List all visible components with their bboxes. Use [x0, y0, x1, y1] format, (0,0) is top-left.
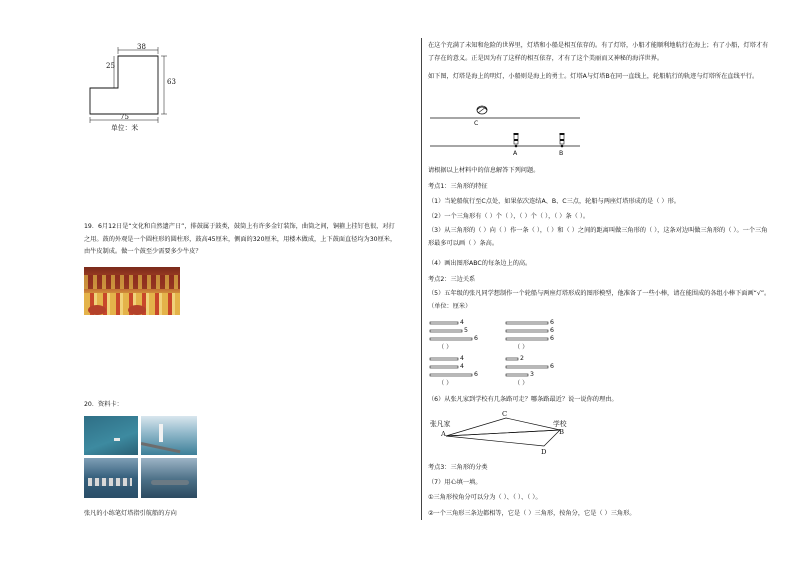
ship-icon	[477, 106, 487, 114]
stick-g4-len2: 6	[550, 363, 554, 370]
stick-g3-len2: 4	[460, 363, 464, 370]
map-label-home: 张凡家	[430, 420, 451, 428]
dim-label-top: 38	[137, 43, 146, 51]
lighthouse-a-icon	[514, 133, 519, 144]
intro-paragraph-2: 如下图，灯塔是海上的明灯，小船则是海上的勇士。灯塔A与灯塔B在同一直线上，轮船航行的轨迹与灯塔所在直线平行。	[428, 73, 759, 80]
lighthouse-photo-4	[141, 458, 197, 498]
question-6: （6）从张凡家到学校有几条路可走？哪条路最近？说一说你的理由。	[428, 396, 618, 403]
stick-g2-len1: 6	[550, 319, 554, 326]
kp1-heading: 考点1：三角形的特征	[428, 183, 488, 190]
stick-g2-len2: 6	[550, 327, 554, 334]
stick-g1-answer[interactable]: （ ）	[438, 344, 453, 351]
question-7-2: ②一个三角形三条边都相等，它是（ ）三角形，按角分，它是（ ）三角形。	[428, 510, 636, 517]
column-divider	[421, 38, 422, 520]
question-2: （2）一个三角形有（ ）个（ ），（ ）个（ ），（ ）条（ ）。	[428, 213, 590, 220]
stick-g3-len3: 6	[474, 371, 478, 378]
prompt-text: 请根据以上材料中的信息解答下列问题。	[428, 167, 540, 174]
question-7: （7）用心填一填。	[428, 479, 482, 486]
stick-g4-len3: 3	[530, 371, 534, 378]
map-label-a: A	[441, 430, 446, 438]
map-label-d: D	[541, 448, 547, 456]
unit-label: 单位：米	[111, 124, 139, 132]
stick-g1-len2: 5	[464, 327, 468, 334]
question-7-1: ①三角形按角分可以分为（ ）、（ ）、（ ）。	[428, 494, 542, 501]
lighthouse-photo-2	[141, 416, 197, 455]
question-20-label: 20．资料卡：	[84, 401, 123, 408]
diagram-label-c: C	[474, 120, 479, 127]
drum-photo	[84, 267, 180, 315]
question-19-text: 19．6月12日是“文化和自然遗产日”，排鼓属于鼓类，鼓筒上有许多金钉装饰，曲筒之间，铜箍上挂钉也很，对打之用。鼓的外观是一个圆柱形的圆柱形，鼓高45厘米，侧面的320厘米，用楼木做成，上下鼓面直径均为30厘米，由牛皮制成。做一个鼓至少需要多少牛皮？	[84, 223, 397, 255]
sticks-diagram	[428, 318, 558, 388]
stick-g4-answer[interactable]: （ ）	[514, 380, 529, 387]
question-3: （3）从三角形的（ ）向（ ）作一条（ ），（ ）和（ ）之间的距离叫做三角形的（ ），这条对边叫做三角形的（ ）。一个三角形最多可以画（ ）条高。	[428, 227, 768, 247]
lighthouse-photo-3	[84, 458, 138, 498]
stick-g2-len3: 6	[550, 335, 554, 342]
question-1: （1）当轮船航行至C点处，如果依次连结A、B、C三点，轮船与两座灯塔形成的是（ ）形。	[428, 198, 680, 205]
question-20-caption: 张凡的小练笔灯塔指引航船的方向	[84, 510, 177, 517]
kp2-heading: 考点2：三边关系	[428, 276, 476, 283]
dim-label-bottom: 75	[120, 113, 129, 121]
stick-g1-len1: 4	[460, 319, 464, 326]
kp3-heading: 考点3：三角形的分类	[428, 464, 488, 471]
stick-g1-len3: 6	[474, 335, 478, 342]
lighthouse-diagram	[428, 100, 588, 162]
intro-paragraph-1: 在这个充满了未知和危险的世界里，灯塔和小船是相互依存的。有了灯塔，小船才能顺利地航行在海上；有了小船，灯塔才有了存在的意义。正是因为有了这样的相互依存，才有了这个美丽而又神秘的海洋世界。	[428, 42, 769, 62]
question-4: （4）画出图形ABC的每条边上的高。	[428, 260, 532, 267]
question-5: （5）五年级的张凡同学想制作一个轮船与两座灯塔形成的图形模型，他准备了一些小棒，请在能围成的各组小棒下面画“√”。（单位：厘米）	[428, 290, 771, 310]
lighthouse-b-icon	[560, 133, 565, 144]
map-label-b: B	[559, 428, 564, 436]
dim-label-left: 25	[106, 62, 115, 70]
dimension-figure	[80, 40, 190, 135]
stick-g3-len1: 4	[460, 355, 464, 362]
lighthouse-photo-1	[84, 416, 138, 455]
map-label-school: 学校	[553, 420, 567, 428]
diagram-label-b: B	[559, 150, 564, 157]
stick-g4-len1: 2	[520, 355, 524, 362]
diagram-label-a: A	[513, 150, 518, 157]
map-label-c: C	[502, 410, 508, 418]
stick-g2-answer[interactable]: （ ）	[514, 344, 529, 351]
stick-g3-answer[interactable]: （ ）	[438, 380, 453, 387]
dim-label-right: 63	[167, 78, 176, 86]
